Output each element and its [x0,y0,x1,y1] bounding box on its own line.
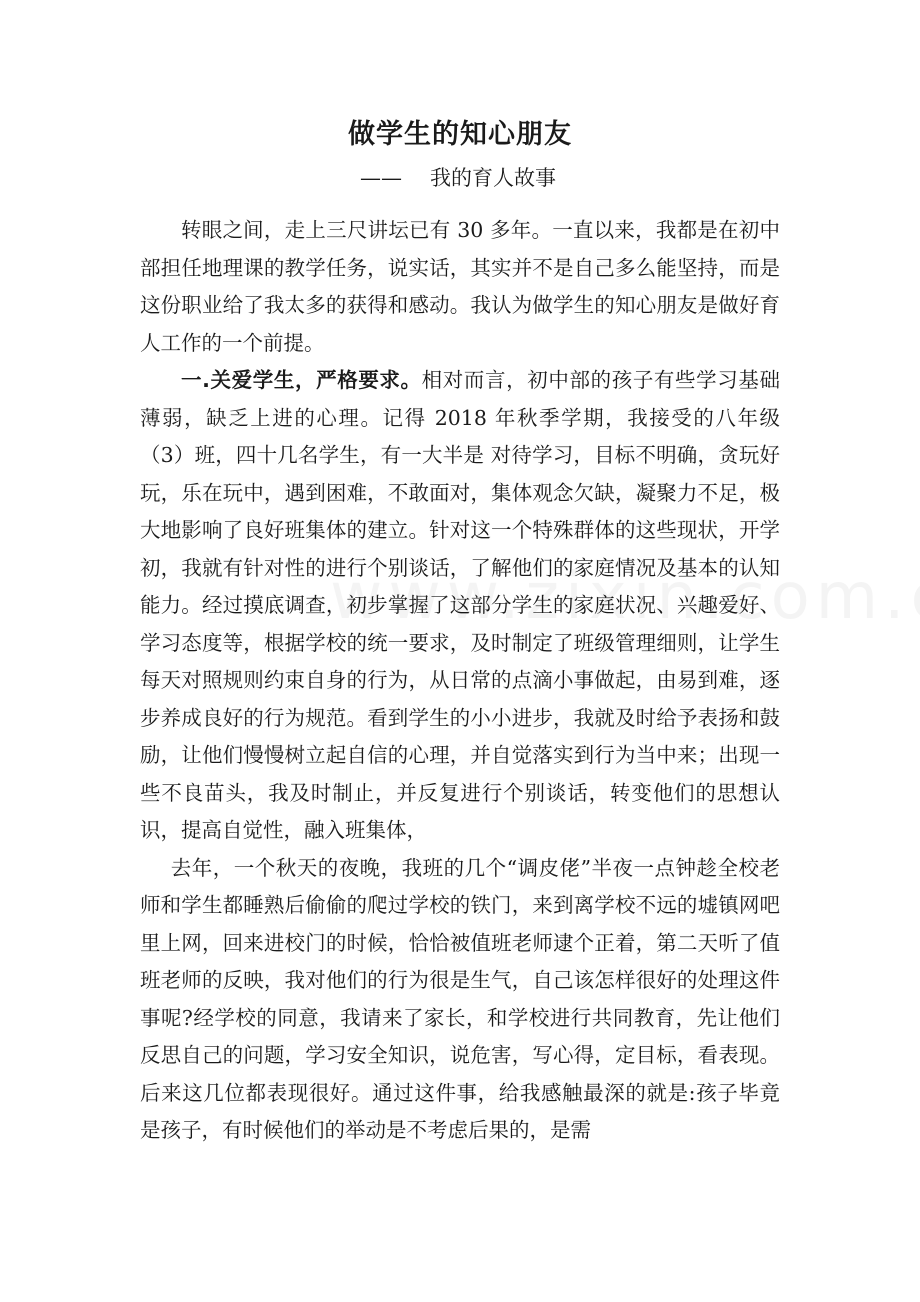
subtitle-dash: —— [360,166,402,190]
paragraph-care-body: 相对而言，初中部的孩子有些学习基础薄弱，缺乏上进的心理。记得 2018 年秋季学期，我接受的八年级（3）班，四十几名学生，有一大半是 对待学习，目标不明确，贪玩好玩，乐在玩中，遇到困难，不敢面对，集体观念欠缺，凝聚力不足，极大地影响了良好班集体的建立。针对这一个特殊群体的这些现状，开学初，我就有针对性的进行个别谈话，了解他们的家庭情况及基本的认知能力。经过摸底调查，初步掌握了这部分学生的家庭状况、兴趣爱好、学习态度等，根据学校的统一要求，及时制定了班级管理细则，让学生每天对照规则约束自身的行为，从日常的点滴小事做起，由易到难，逐步养成良好的行为规范。看到学生的小小进步，我就及时给予表扬和鼓励，让他们慢慢树立起自信的心理，并自觉落实到行为当中来；出现一些不良苗头，我及时制止，并反复进行个别谈话，转变他们的思想认识，提高自觉性，融入班集体， [140,368,781,842]
document-subtitle [360,162,556,192]
paragraph-intro: 转眼之间，走上三尺讲坛已有 30 多年。一直以来，我都是在初中部担任地理课的教学任务，说实话，其实并不是自己多么能坚持，而是这份职业给了我太多的获得和感动。我认为做学生的知心朋友是做好育人工作的一个前提。 [140,218,780,355]
document-body [140,212,780,1150]
paragraph-story: 去年，一个秋天的夜晚，我班的几个“调皮佬”半夜一点钟趁全校老师和学生都睡熟后偷偷的爬过学校的铁门，来到离学校不远的墟镇网吧里上网，回来进校门的时候，恰恰被值班老师逮个正着，第二天听了值班老师的反映，我对他们的行为很是生气，自己该怎样很好的处理这件事呢?经学校的同意，我请来了家长，和学校进行共同教育，先让他们反思自己的问题，学习安全知识，说危害，写心得，定目标，看表现。后来这几位都表现很好。通过这件事，给我感触最深的就是:孩子毕竟是孩子，有时候他们的举动是不考虑后果的，是需 [140,855,780,1142]
paragraph-care [140,362,780,850]
subtitle-text: 我的育人故事 [430,166,556,190]
section-heading: 一.关爱学生，严格要求。 [181,368,422,392]
document-title: 做学生的知心朋友 [348,119,572,150]
